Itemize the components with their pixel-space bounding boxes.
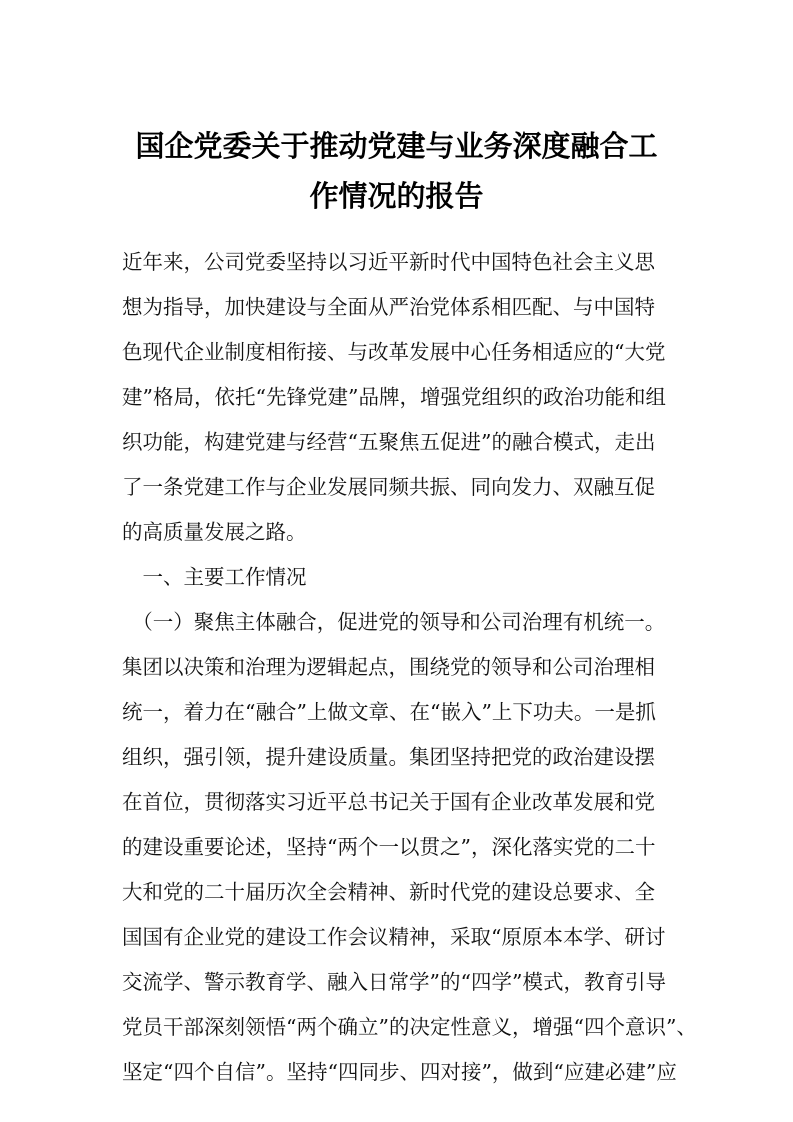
body-line-12: 组织，强引领，提升建设质量。集团坚持把党的政治建设摆 (122, 745, 655, 769)
body-line-6: 了一条党建工作与企业发展同频共振、同向发力、双融互促 (122, 475, 655, 499)
body-line-11: 统一，着力在“融合”上做文章、在“嵌入”上下功夫。一是抓 (122, 700, 656, 724)
body-line-4: 建”格局，依托“先锋党建”品牌，增强党组织的政治功能和组 (122, 385, 666, 409)
body-line-14: 的建设重要论述，坚持“两个一以贯之”，深化落实党的二十 (122, 835, 656, 859)
body-line-5: 织功能，构建党建与经营“五聚焦五促进”的融合模式，走出 (122, 430, 656, 454)
document-title-line-1: 国企党委关于推动党建与业务深度融合工 (135, 129, 658, 163)
body-line-15: 大和党的二十届历次全会精神、新时代党的建设总要求、全 (122, 880, 655, 904)
body-line-2: 想为指导，加快建设与全面从严治党体系相匹配、与中国特 (122, 295, 655, 319)
body-line-7: 的高质量发展之路。 (122, 520, 307, 544)
section-heading-1: 一、主要工作情况 (122, 565, 307, 589)
body-line-10: 集团以决策和治理为逻辑起点，围绕党的领导和公司治理相 (122, 655, 655, 679)
body-line-16: 国国有企业党的建设工作会议精神，采取“原原本本学、研讨 (122, 925, 666, 949)
body-line-17: 交流学、警示教育学、融入日常学”的“四学”模式，教育引导 (122, 970, 666, 994)
document-title-line-2: 作情况的报告 (309, 179, 484, 213)
body-line-18: 党员干部深刻领悟“两个确立”的决定性意义，增强“四个意识”、 (122, 1015, 697, 1039)
body-line-3: 色现代企业制度相衔接、与改革发展中心任务相适应的“大党 (122, 340, 666, 364)
subsection-heading-1: （一）聚焦主体融合，促进党的领导和公司治理有机统一。 (122, 610, 666, 634)
body-line-19: 坚定“四个自信”。坚持“四同步、四对接”，做到“应建必建”应 (122, 1060, 677, 1084)
body-line-1: 近年来，公司党委坚持以习近平新时代中国特色社会主义思 (122, 250, 655, 274)
body-line-13: 在首位，贯彻落实习近平总书记关于国有企业改革发展和党 (122, 790, 655, 814)
